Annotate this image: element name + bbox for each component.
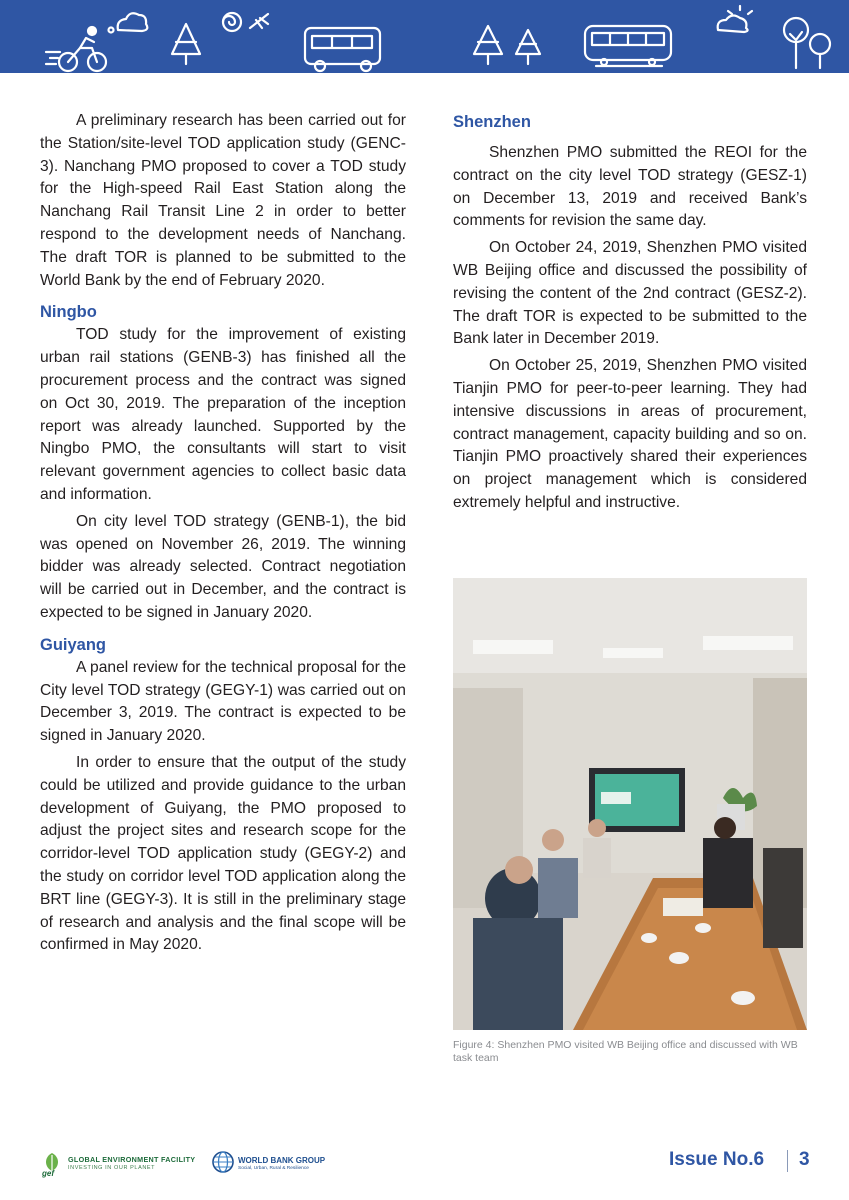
gef-name: GLOBAL ENVIRONMENT FACILITY xyxy=(68,1155,196,1164)
right-column xyxy=(453,110,807,515)
shenzhen-heading: Shenzhen xyxy=(453,113,531,131)
world-bank-subtitle: Social, Urban, Rural & Resilience xyxy=(238,1166,309,1171)
cloud-icon xyxy=(109,13,148,32)
shenzhen-paragraph-1: Shenzhen PMO submitted the REOI for the contract on the city level TOD strategy (GESZ-1) on December 13, 2019 and received Bank’s comments for revision the same day. xyxy=(453,144,807,230)
spiral-icon xyxy=(223,13,241,31)
tram-icon xyxy=(585,26,671,66)
guiyang-heading: Guiyang xyxy=(40,635,107,654)
bus-icon xyxy=(305,28,380,71)
world-bank-name: WORLD BANK GROUP xyxy=(238,1156,326,1165)
gef-logo xyxy=(40,1145,200,1181)
shenzhen-paragraph-2: On October 24, 2019, Shenzhen PMO visited WB Beijing office and discussed the possibility of revising the content of the 2nd contract (GESZ-2). The draft TOR is expected to be submitted to the Bank later in December 2019. xyxy=(453,239,807,348)
airplane-icon xyxy=(250,14,268,28)
shenzhen-paragraph-3: On October 25, 2019, Shenzhen PMO visited Tianjin PMO for peer-to-peer learning. They had intensive discussions in areas of procurement, contract management, capacity building and so on. Tianjin PMO proactively shared their experiences on project management which is considered extremely helpful and instructive. xyxy=(453,357,807,511)
meeting-photo xyxy=(453,578,807,1030)
figure-caption: Figure 4: Shenzhen PMO visited WB Beijing office and discussed with WB task team xyxy=(453,1039,798,1064)
nanchang-paragraph: A preliminary research has been carried out for the Station/site-level TOD application study (GENC-3). Nanchang PMO proposed to cover a TOD study for the High-speed Rail East Station along the Nanchang Rail Transit Line 2 in order to better respond to the development needs of Nanchang. The draft TOR is planned to be submitted to the World Bank by the end of February 2020. xyxy=(40,112,406,289)
sun-cloud-icon xyxy=(718,6,752,32)
ningbo-paragraph-2: On city level TOD strategy (GENB-1), the bid was opened on November 26, 2019. The winning bidder was already selected. Contract negotiation will be carried out in December, and the contract is expected to be signed in January 2020. xyxy=(40,512,406,621)
issue-separator xyxy=(787,1150,788,1172)
globe-icon xyxy=(212,1151,234,1173)
guiyang-paragraph-1: A panel review for the technical proposal for the City level TOD strategy (GEGY-1) was carried out on December 3, 2019. The contract is expected to be signed in January 2020. xyxy=(40,658,406,745)
cyclist-icon xyxy=(46,27,106,71)
header-banner xyxy=(0,0,849,73)
tree-pair-icon xyxy=(474,26,540,64)
ningbo-heading: Ningbo xyxy=(40,303,97,322)
page-number: 3 xyxy=(799,1149,810,1170)
world-bank-logo xyxy=(212,1151,332,1181)
guiyang-paragraph-2: In order to ensure that the output of the study could be utilized and provide guidance to the urban development of Guiyang, the PMO proposed to adjust the project sites and research scope for the corridor-level TOD application study (GEGY-2) and the study on corridor level TOD application along the BRT line (GEGY-3). It is still in the preliminary stage of research and analysis and the final scope will be confirmed in May 2020. xyxy=(40,753,406,954)
left-column xyxy=(40,110,406,957)
issue-label: Issue No.6 xyxy=(669,1149,765,1170)
gef-abbr: gef xyxy=(42,1169,54,1178)
footer-logos xyxy=(40,1145,360,1185)
round-trees-icon xyxy=(784,18,830,68)
tree-icon xyxy=(172,24,200,64)
gef-tagline: INVESTING IN OUR PLANET xyxy=(68,1165,156,1171)
ningbo-paragraph-1: TOD study for the improvement of existing urban rail stations (GENB-3) has finished all the procurement process and the contract was signed on Oct 30, 2019. The preparation of the inception report was already launched. Supported by the Ningbo PMO, the consultants will start to visit relevant government agencies to collect basic data and information. xyxy=(40,326,406,503)
